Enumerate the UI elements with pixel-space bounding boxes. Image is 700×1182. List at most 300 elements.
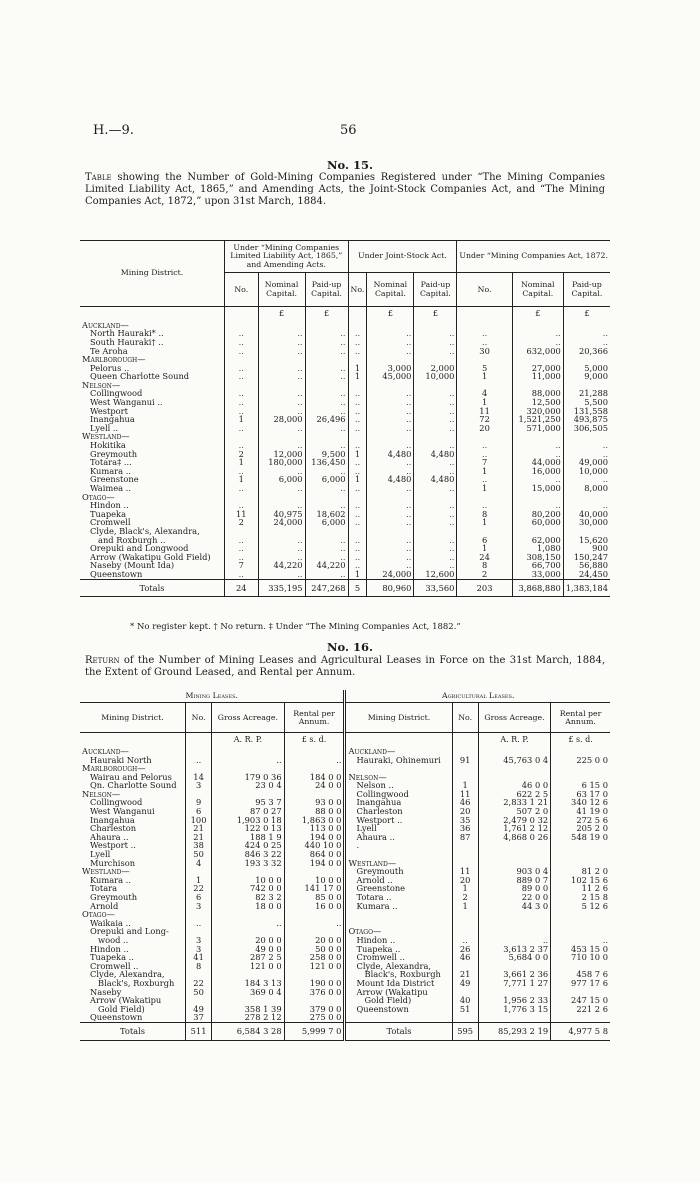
table-cell: 184 0 0	[284, 773, 345, 782]
table-cell: 22	[185, 884, 211, 893]
table-cell: 1	[348, 372, 367, 381]
table-cell: ..	[348, 510, 367, 519]
table-cell: 88 0 0	[284, 807, 345, 816]
district-name: Pelorus ..	[90, 362, 130, 373]
table-cell: ..	[367, 561, 414, 570]
table-cell: ..	[225, 347, 259, 356]
table-cell: ..	[305, 338, 348, 347]
district-name: Black's, Roxburgh	[98, 977, 175, 988]
table-cell	[452, 841, 478, 850]
table-cell: 272 5 6	[551, 816, 610, 825]
table-cell: 278 2 12	[212, 1013, 284, 1022]
table-cell: ..	[305, 484, 348, 493]
table-cell: 1	[225, 475, 259, 484]
district-name: Greymouth	[90, 892, 138, 902]
district-name: Collingwood	[90, 797, 143, 808]
district-name: South Hauraki† ..	[90, 336, 164, 347]
table-cell: 46	[452, 953, 478, 962]
table-row	[80, 927, 610, 936]
table-cell: ..	[414, 389, 457, 398]
region-label: Nelson—	[82, 788, 121, 799]
table-cell: ..	[551, 936, 610, 945]
table-row	[80, 424, 610, 433]
table-cell: 45,763 0 4	[478, 756, 550, 765]
table-cell: ..	[305, 544, 348, 553]
table-cell: 11 2 6	[551, 884, 610, 893]
table-cell: 150,247	[563, 553, 610, 562]
table-row	[80, 833, 610, 842]
table-cell: 287 2 5	[212, 953, 284, 962]
table-cell: 24 0 0	[284, 781, 345, 790]
table-cell: 193 3 32	[212, 859, 284, 868]
table-cell: 903 0 4	[478, 867, 550, 876]
t16-totals-label-right: Totals	[345, 1022, 452, 1040]
region-label: Marlborough—	[82, 354, 146, 365]
table-cell: 247 15 0	[551, 996, 610, 1005]
table-cell	[551, 850, 610, 859]
table-cell: 4,480	[414, 450, 457, 459]
table-cell: 27,000	[512, 364, 563, 373]
table-cell: 11	[452, 867, 478, 876]
table-cell: 225 0 0	[551, 756, 610, 765]
table-cell: ..	[305, 407, 348, 416]
district-name: Clyde, Alexandra,	[345, 962, 452, 971]
table-cell	[478, 919, 550, 928]
table-cell: 6,000	[258, 475, 305, 484]
t16-col-rental-left: Rental per Annum.	[284, 703, 345, 733]
table-cell: ..	[284, 919, 345, 928]
table-cell: ..	[258, 329, 305, 338]
table-cell: 50 0 0	[284, 945, 345, 954]
table-cell: ..	[512, 450, 563, 459]
table-cell: ..	[258, 407, 305, 416]
table-cell: 24	[457, 553, 512, 562]
table-cell: 36	[452, 824, 478, 833]
table-cell: ..	[258, 570, 305, 579]
table-cell: 95 3 7	[212, 798, 284, 807]
table-cell: 320,000	[512, 407, 563, 416]
region-label: Marlborough—	[82, 763, 146, 774]
region-label: Westland—	[82, 866, 130, 877]
district-name: Clyde, Black's, Alexandra,	[90, 525, 200, 536]
district-name: Queenstown	[90, 568, 143, 579]
table-cell: ..	[225, 467, 259, 476]
t15-total-cell: 33,560	[414, 579, 457, 597]
table-cell: ..	[414, 347, 457, 356]
district-name: Tuapeka	[90, 508, 127, 519]
table-cell: 80,200	[512, 510, 563, 519]
table-cell: 88,000	[512, 389, 563, 398]
t15-unit-2: £	[305, 307, 348, 321]
empty-cell	[551, 927, 610, 936]
t15-total-cell: 5	[348, 579, 367, 597]
table-cell: 38	[185, 841, 211, 850]
table-cell: 6	[457, 536, 512, 545]
table-cell: ..	[367, 536, 414, 545]
table-cell: 358 1 39	[212, 1005, 284, 1014]
district-name: Lyell ..	[90, 422, 119, 433]
table-cell: 3	[185, 902, 211, 911]
table-cell: ..	[225, 570, 259, 579]
table-cell: 458 7 6	[551, 970, 610, 979]
table-16-description	[85, 655, 605, 679]
table-cell: 35	[452, 816, 478, 825]
district-name: Wairau and Pelorus	[90, 771, 172, 782]
table-cell: ..	[414, 441, 457, 450]
table-16-caption: No. 16.	[327, 640, 373, 654]
table-cell: ..	[452, 936, 478, 945]
table-cell: 113 0 0	[284, 824, 345, 833]
table-cell: 889 0 7	[478, 876, 550, 885]
region-label: Westland—	[82, 431, 130, 442]
table-cell: 376 0 0	[284, 988, 345, 997]
table-cell: ..	[305, 424, 348, 433]
table-15-description	[85, 172, 605, 208]
table-cell: ..	[367, 544, 414, 553]
table-cell: ..	[305, 501, 348, 510]
table-cell: 9,000	[563, 372, 610, 381]
table-cell: 8,000	[563, 484, 610, 493]
table-16	[80, 690, 610, 1041]
table-cell: 8	[457, 510, 512, 519]
table-cell: 60,000	[512, 518, 563, 527]
table-cell: 45,000	[367, 372, 414, 381]
district-name: Arrow (Wakatipu Gold Field)	[90, 551, 211, 562]
district-name: North Hauraki* ..	[90, 328, 164, 339]
table-cell: ..	[305, 553, 348, 562]
district-name: Waikaia ..	[90, 917, 131, 928]
t16-total-no-right: 595	[452, 1022, 478, 1040]
table-cell: 493,875	[563, 415, 610, 424]
table-cell: ..	[348, 424, 367, 433]
t16-unit-money-right: £ s. d.	[551, 733, 610, 747]
table-cell: 369 0 4	[212, 988, 284, 997]
table-cell: ..	[225, 501, 259, 510]
table-cell: 1	[452, 884, 478, 893]
table-cell: 30,000	[563, 518, 610, 527]
table-cell: ..	[225, 544, 259, 553]
table-cell: 5,684 0 0	[478, 953, 550, 962]
t16-total-area-right: 85,293 2 19	[478, 1022, 550, 1040]
district-name: Waimea ..	[90, 483, 132, 493]
district-name: .	[345, 841, 452, 850]
table-cell: 141 17 0	[284, 884, 345, 893]
table-cell: ..	[258, 501, 305, 510]
table-cell: 3,613 2 37	[478, 945, 550, 954]
table-cell	[478, 850, 550, 859]
table-cell: 1	[348, 364, 367, 373]
table-cell: ..	[348, 347, 367, 356]
table-cell: 379 0 0	[284, 1005, 345, 1014]
table-cell: 900	[563, 544, 610, 553]
district-name: Clyde, Alexandra,	[90, 969, 165, 980]
table-cell: 49	[185, 1005, 211, 1014]
table-cell: 1	[348, 475, 367, 484]
district-name: Qn. Charlotte Sound	[90, 780, 177, 791]
table-cell: 1	[452, 902, 478, 911]
district-name: Arrow (Wakatipu	[90, 995, 162, 1006]
table-cell: 1,776 3 15	[478, 1005, 550, 1014]
table-cell: ..	[367, 398, 414, 407]
district-name: Hauraki, Ohinemuri	[345, 756, 452, 765]
table-cell: ..	[348, 484, 367, 493]
table-cell: ..	[512, 329, 563, 338]
table-cell: 136,450	[305, 458, 348, 467]
table-cell: 85 0 0	[284, 893, 345, 902]
table-cell: 33,000	[512, 570, 563, 579]
table-cell: 7	[457, 458, 512, 467]
table-cell: ..	[305, 329, 348, 338]
table-cell: 4,868 0 26	[478, 833, 550, 842]
empty-cell	[478, 1013, 550, 1022]
table-cell: 8	[185, 962, 211, 971]
district-name: Gold Field)	[345, 996, 452, 1005]
table-row	[80, 347, 610, 356]
table-cell: 11,000	[512, 372, 563, 381]
table-cell: 205 2 0	[551, 824, 610, 833]
table-cell: ..	[225, 484, 259, 493]
table-cell: 44 3 0	[478, 902, 550, 911]
table-cell: 20	[457, 424, 512, 433]
district-name: Arnold	[90, 900, 119, 911]
table-row	[80, 953, 610, 962]
table-cell: 15,620	[563, 536, 610, 545]
table-cell	[551, 841, 610, 850]
district-name: Queenstown	[90, 1012, 143, 1023]
table-cell: 2	[457, 570, 512, 579]
table-cell: 440 10 0	[284, 841, 345, 850]
table-cell: 7,771 1 27	[478, 979, 550, 988]
district-name: Charleston	[90, 823, 137, 834]
district-name: Collingwood	[90, 388, 143, 399]
region-label: Otago—	[345, 927, 452, 936]
table-cell: ..	[367, 441, 414, 450]
table-cell: 28,000	[258, 415, 305, 424]
t16-totals-label-left: Totals	[119, 1025, 146, 1036]
table-cell: ..	[348, 458, 367, 467]
table-cell: ..	[305, 570, 348, 579]
table-cell	[478, 764, 550, 773]
table-cell: ..	[225, 364, 259, 373]
t16-mining-header: Mining Leases.	[80, 690, 345, 703]
region-label: Auckland—	[82, 745, 129, 756]
table-cell: ..	[212, 919, 284, 928]
district-name: Queenstown	[345, 1005, 452, 1014]
table-cell: 190 0 0	[284, 979, 345, 988]
table-row	[80, 910, 610, 919]
table-cell: 6	[185, 807, 211, 816]
t16-unit-area-left: A. R. P.	[212, 733, 284, 747]
table-cell: 2	[225, 450, 259, 459]
table-row	[80, 1005, 610, 1014]
table-cell: 306,505	[563, 424, 610, 433]
table-cell: 21	[185, 824, 211, 833]
table-cell: 1	[457, 518, 512, 527]
table-cell: 977 17 6	[551, 979, 610, 988]
t15-total-cell: 335,195	[258, 579, 305, 597]
t16-col-no-left: No.	[185, 703, 211, 733]
table-cell: ..	[367, 510, 414, 519]
table-16-description-lead: Return	[85, 655, 120, 666]
table-cell: 11	[225, 510, 259, 519]
table-cell: ..	[457, 329, 512, 338]
district-name: Tuapeka ..	[90, 952, 134, 963]
table-row	[80, 484, 610, 493]
table-cell: ..	[225, 389, 259, 398]
table-cell: 275 0 0	[284, 1013, 345, 1022]
table-cell: 56,880	[563, 561, 610, 570]
table-cell: 81 2 0	[551, 867, 610, 876]
table-cell: ..	[414, 415, 457, 424]
table-cell: ..	[512, 441, 563, 450]
table-cell: 15,000	[512, 484, 563, 493]
table-cell: ..	[305, 398, 348, 407]
district-name: Inangahua	[90, 814, 135, 825]
table-cell: 20 0 0	[284, 936, 345, 945]
district-name: West Wanganui ..	[90, 397, 163, 408]
table-cell: 50	[185, 850, 211, 859]
table-row	[80, 979, 610, 988]
table-cell: ..	[258, 424, 305, 433]
table-cell: ..	[414, 458, 457, 467]
table-cell: 44,220	[305, 561, 348, 570]
region-label: Auckland—	[345, 747, 452, 756]
district-name: Charleston	[345, 807, 452, 816]
table-cell: 194 0 0	[284, 859, 345, 868]
table-cell: ..	[348, 441, 367, 450]
empty-cell	[551, 1013, 610, 1022]
t15-unit-4: £	[414, 307, 457, 321]
table-cell: 9	[185, 798, 211, 807]
table-16-description-text: of the Number of Mining Leases and Agricultural Leases in Force on the 31st March, 1884, the Extent of Ground Leased, and Rental per Annum.	[85, 655, 606, 678]
table-cell: ..	[512, 338, 563, 347]
table-cell: ..	[563, 475, 610, 484]
table-cell	[452, 764, 478, 773]
table-cell: 5,000	[563, 364, 610, 373]
district-name: Hauraki North	[90, 754, 152, 765]
empty-cell	[345, 1013, 452, 1022]
table-cell: 184 3 13	[212, 979, 284, 988]
table-cell: 40,975	[258, 510, 305, 519]
t15-group-2: Under Joint-Stock Act.	[348, 241, 457, 273]
table-cell: 49 0 0	[212, 945, 284, 954]
table-cell: ..	[414, 536, 457, 545]
table-cell: ..	[457, 441, 512, 450]
region-label: Auckland—	[82, 319, 129, 330]
t15-col-paidup-1: Paid-up Capital.	[305, 273, 348, 307]
table-cell: 14	[185, 773, 211, 782]
empty-cell	[212, 747, 284, 756]
table-cell: ..	[367, 467, 414, 476]
district-name: Totara	[90, 883, 118, 894]
table-cell: ..	[185, 919, 211, 928]
table-row	[80, 902, 610, 911]
table-cell: ..	[367, 389, 414, 398]
table-cell: ..	[414, 338, 457, 347]
table-cell: 1	[225, 415, 259, 424]
table-cell: 548 19 0	[551, 833, 610, 842]
table-cell: 20 0 0	[212, 936, 284, 945]
table-15-caption: No. 15.	[327, 158, 373, 172]
table-cell: ..	[512, 501, 563, 510]
table-cell: 10 0 0	[284, 876, 345, 885]
table-cell: 2 15 8	[551, 893, 610, 902]
t16-total-area-left: 6,584 3 28	[212, 1022, 284, 1040]
table-cell	[551, 919, 610, 928]
t15-total-cell: 1,383,184	[563, 579, 610, 597]
table-cell: ..	[258, 389, 305, 398]
table-cell: 12,600	[414, 570, 457, 579]
table-cell: 11	[457, 407, 512, 416]
table-cell	[478, 910, 550, 919]
district-name: Collingwood	[345, 790, 452, 799]
table-15	[80, 240, 610, 597]
district-name: Naseby	[90, 986, 122, 997]
table-row	[80, 756, 610, 765]
table-cell: 710 10 0	[551, 953, 610, 962]
table-cell: 24,450	[563, 570, 610, 579]
table-row	[80, 1013, 610, 1022]
table-cell: 16,000	[512, 467, 563, 476]
district-name: Tuapeka ..	[345, 945, 452, 954]
district-name: West Wanganui	[90, 806, 155, 817]
table-cell: ..	[563, 501, 610, 510]
table-cell: 1,080	[512, 544, 563, 553]
table-cell: 63 17 0	[551, 790, 610, 799]
table-cell	[551, 764, 610, 773]
region-label: Westland—	[345, 859, 452, 868]
table-cell: ..	[258, 484, 305, 493]
table-cell: ..	[225, 372, 259, 381]
table-cell: 1	[452, 781, 478, 790]
table-cell: ..	[348, 407, 367, 416]
table-cell: ..	[414, 484, 457, 493]
table-cell: ..	[414, 407, 457, 416]
district-name: Westport ..	[90, 840, 136, 851]
t15-col-district: Mining District.	[80, 241, 225, 307]
table-cell: ..	[225, 407, 259, 416]
table-cell: 7	[225, 561, 259, 570]
t16-col-no-right: No.	[452, 703, 478, 733]
table-cell: 12,000	[258, 450, 305, 459]
table-cell: ..	[348, 553, 367, 562]
district-name: Ahaura ..	[345, 833, 452, 842]
empty-cell	[478, 927, 550, 936]
t15-total-cell: 3,868,880	[512, 579, 563, 597]
table-cell: 1,863 0 0	[284, 816, 345, 825]
district-name: Greymouth	[90, 448, 138, 459]
table-cell: ..	[305, 441, 348, 450]
t16-total-rental-left: 5,999 7 0	[284, 1022, 345, 1040]
table-cell: ..	[258, 441, 305, 450]
table-cell: 1	[185, 876, 211, 885]
district-name: Orepuki and Long-	[90, 926, 169, 937]
table-cell: ..	[305, 347, 348, 356]
table-cell: 20,366	[563, 347, 610, 356]
table-cell: ..	[225, 536, 259, 545]
district-name: Te Aroha	[90, 345, 128, 356]
table-cell: 1	[457, 544, 512, 553]
table-cell: ..	[414, 561, 457, 570]
table-cell: 846 3 22	[212, 850, 284, 859]
table-cell: 89 0 0	[478, 884, 550, 893]
page-number: 56	[340, 123, 357, 138]
t15-col-nominal-2: Nominal Capital.	[367, 273, 414, 307]
table-cell: 742 0 0	[212, 884, 284, 893]
table-cell: 2,833 1 21	[478, 798, 550, 807]
table-cell: ..	[367, 338, 414, 347]
table-cell: ..	[414, 467, 457, 476]
